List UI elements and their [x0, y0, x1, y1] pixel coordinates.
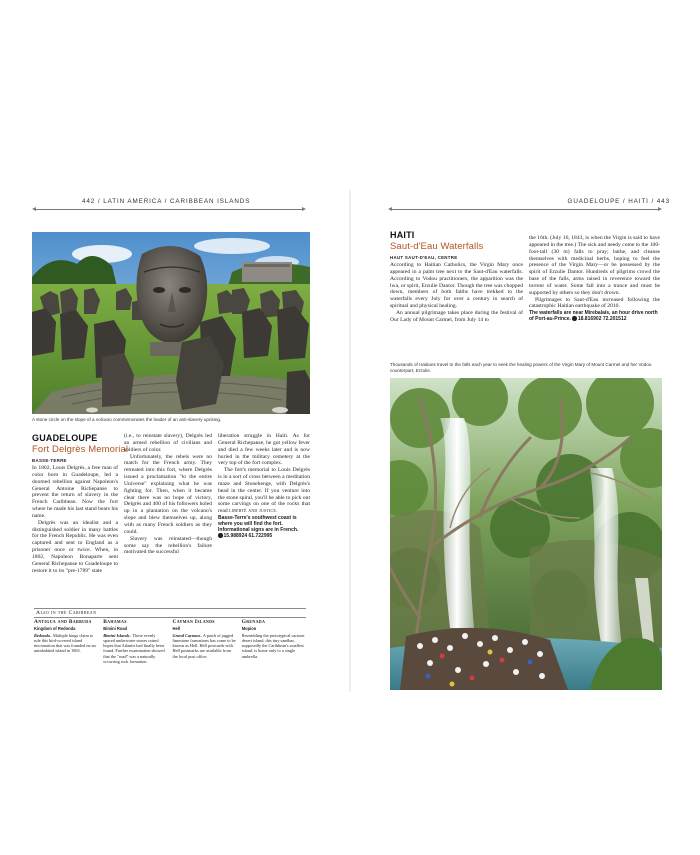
right-column-2: [529, 235, 660, 322]
right-travel-note: [529, 310, 660, 322]
also-grenada: [242, 620, 306, 664]
region-guadeloupe: GUADELOUPE: [32, 433, 98, 443]
right-col2-para-1: the 16th. (July 16, 1843, is when the Virgin is said to have appeared in the tree.) The sick and needy come to the 100-foot-tall (30 m) falls to pray; bathe, and cleanse themselves with medicinal herbs, hoping to feel the presence of the Virgin Mary—or be possessed by the spirit of Erzulie Dantor. Hundreds of pilgrims crowd the base of the falls, arms raised in reverence toward the torrent of water. Some fall into a trance and must be supported by others so they don't drown.: [529, 235, 660, 296]
also-cayman-site: Hell: [172, 626, 181, 632]
also-bahamas-body: – These evenly spaced underwater stones raised hopes that Atlantis had finally been found. Further examination showed that the "road" was a naturally occurring rock formation.: [103, 632, 165, 665]
site-title-fort-delgres: Fort Delgrès Memorial: [32, 444, 129, 455]
site-subhead-basse-terre: BASSE-TERRE: [32, 458, 67, 463]
also-columns: [34, 620, 306, 664]
waterfall-photo: [390, 378, 662, 690]
also-bahamas-lead: Bimini Islands: [103, 632, 130, 638]
site-title-saut-deau: Saut-d'Eau Waterfalls: [390, 241, 484, 252]
stone-circle-photo: [32, 232, 310, 414]
also-grenada-country: Grenada: [241, 619, 266, 625]
left-running-head: 442 / LATIN AMERICA / CARIBBEAN ISLANDS: [82, 198, 251, 205]
left-col3-smallcaps: liberté and justice.: [229, 508, 278, 515]
also-bahamas-site: Bimini Road: [103, 626, 128, 632]
region-haiti: HAITI: [390, 230, 415, 240]
left-page-number: 442: [82, 198, 96, 205]
also-cayman-text: [173, 633, 237, 659]
also-cayman-country: Cayman Islands: [172, 619, 215, 625]
also-title: Also in the Caribbean: [34, 608, 306, 618]
also-antigua-text: [34, 633, 98, 654]
right-header-rule: [390, 209, 660, 210]
also-grenada-body: Resembling the prototypical cartoon desert island, this tiny sandbar, supposedly the Caribbean's smallest island, is home only to a single umbrella.: [241, 632, 305, 659]
waterfall-caption: Thousands of Haitians travel to the falls each year to seek the healing powers of the Virgin Mary of Mount Carmel and her Vodou counterpart, Erzulie.: [390, 362, 652, 373]
left-column-1: [32, 465, 118, 575]
left-col3-para-1: liberation struggle in Haiti. As for General Richepanse, he got yellow fever and died a few weeks later and is now buried in the military cemetery at the very top of the fort complex.: [218, 433, 310, 467]
right-gps: [572, 316, 626, 322]
stone-circle-caption: A stone circle on the slope of a volcano commemorates the leader of an anti-slavery uprising.: [32, 417, 222, 422]
also-cayman-lead: Grand Cayman: [172, 632, 200, 638]
also-grenada-text: [242, 633, 306, 659]
right-col1-para-1: According to Haitian Catholics, the Virgin Mary once appeared in a palm tree next to the Saut-d'Eau waterfalls. According to Vodou practitioners, the apparition was the lwa, or spirit, Erzulie Dantor. Though the tree was chopped down, members of both faiths have trekked to the waterfalls every July for over a century in search of spiritual and physical healing.: [390, 262, 523, 310]
left-header-rule: [34, 209, 304, 210]
left-running-head-text: LATIN AMERICA / CARIBBEAN ISLANDS: [103, 198, 251, 205]
left-col2-para-3: Slavery was reinstated—though some say the rebellion's failure motivated the successful: [124, 535, 212, 556]
right-col2-para-2: Pilgrimages to Saut-d'Eau increased following the catastrophic Haitian earthquake of 2010.: [529, 296, 660, 310]
left-col1-para-2: Delgrès was an idealist and a distinguished soldier in many battles for the French Republic. He was even captured and sent to England as a prisoner once or twice. When, in 1802, Napoleon Bonaparte sent General Richepanse to Guadeloupe to restore it to its "pre-1789" state: [32, 519, 118, 574]
right-page-number: 443: [656, 198, 670, 205]
also-antigua-country: Antigua and Barbuda: [34, 619, 92, 625]
left-col3-para-2: [218, 467, 310, 515]
right-col1-para-2: An annual pilgrimage takes place during the festival of Our Lady of Mount Carmel, from July 14 to: [390, 309, 523, 323]
also-antigua-site: Kingdom of Redonda: [34, 626, 76, 632]
right-column-1: [390, 262, 523, 324]
also-cayman-body: – A patch of jagged limestone formations has come to be known as Hell. Hell postcards with Hell postmarks are available from the local post office.: [172, 632, 236, 659]
left-col2-para-2: Unfortunately, the rebels were no match for the French army. They retreated into this fort, where Delgrès issued a proclamation "to the entire Universe" explaining what he was fighting for. Then, when it became clear there was no hope of victory, Delgrès and 400 of his followers holed up in a plantation on the volcano's slope and blew themselves up, along with as many French soldiers as they could.: [124, 453, 212, 535]
waterfall-illustration: [390, 378, 662, 690]
left-col1-para-1: In 1802, Louis Delgrès, a free man of color born in Guadeloupe, led a doomed rebellion against Napoleon's General Antoine Richepanse to prevent the return of slavery in the French Caribbean. Now the fort where he made his last stand bears his name.: [32, 465, 118, 519]
left-page: [20, 190, 350, 692]
left-gps-coords: 15.988924 61.722995: [223, 533, 273, 540]
also-grenada-site: Mopion: [241, 626, 257, 632]
book-spread: [20, 190, 680, 692]
left-col2-para-1: (i.e., to reinstate slavery), Delgrès led an armed rebellion of civilians and soldiers of color.: [124, 433, 212, 453]
gps-pin-icon: [572, 316, 577, 321]
also-bahamas: [103, 620, 167, 664]
right-gps-coords: 18.816902 72.201512: [577, 316, 627, 323]
left-gps: [218, 533, 272, 539]
also-antigua-lead: Redonda: [34, 632, 50, 638]
also-antigua-body: – Multiple kings claim to rule this bird-covered island micronation that was founded on an uninhabited island in 1865.: [34, 632, 96, 654]
right-page: [350, 190, 680, 692]
also-antigua: [34, 620, 98, 664]
left-column-2: [124, 433, 212, 556]
right-running-head: GUADELOUPE / HAITI / 443: [567, 198, 670, 205]
stone-circle-illustration: [32, 232, 310, 414]
left-col3-para-2-text: The fort's memorial to Louis Delgrès is in a sort of cross between a meditation maze and Stonehenge, with Delgrès's head in the center. If you venture into the stone spiral, you'll be able to pick out some carvings on one of the rocks that read: [218, 467, 310, 515]
also-bahamas-country: Bahamas: [103, 619, 127, 625]
also-cayman: [173, 620, 237, 664]
right-travel-note-text: The waterfalls are near Mirebalais, an hour drive north of Port-au-Prince.: [529, 310, 658, 323]
right-running-head-text: GUADELOUPE / HAITI: [567, 198, 649, 205]
gps-pin-icon: [218, 533, 223, 538]
site-subhead-haut-saut-deau: HAUT SAUT-D'EAU, CENTRE: [390, 255, 458, 260]
also-bahamas-text: [103, 633, 167, 665]
also-in-caribbean: [34, 608, 306, 664]
left-travel-note: Basse-Terre's southwest coast is where you will find the fort. Informational signs are in French.: [218, 515, 299, 534]
left-column-3: [218, 433, 310, 540]
